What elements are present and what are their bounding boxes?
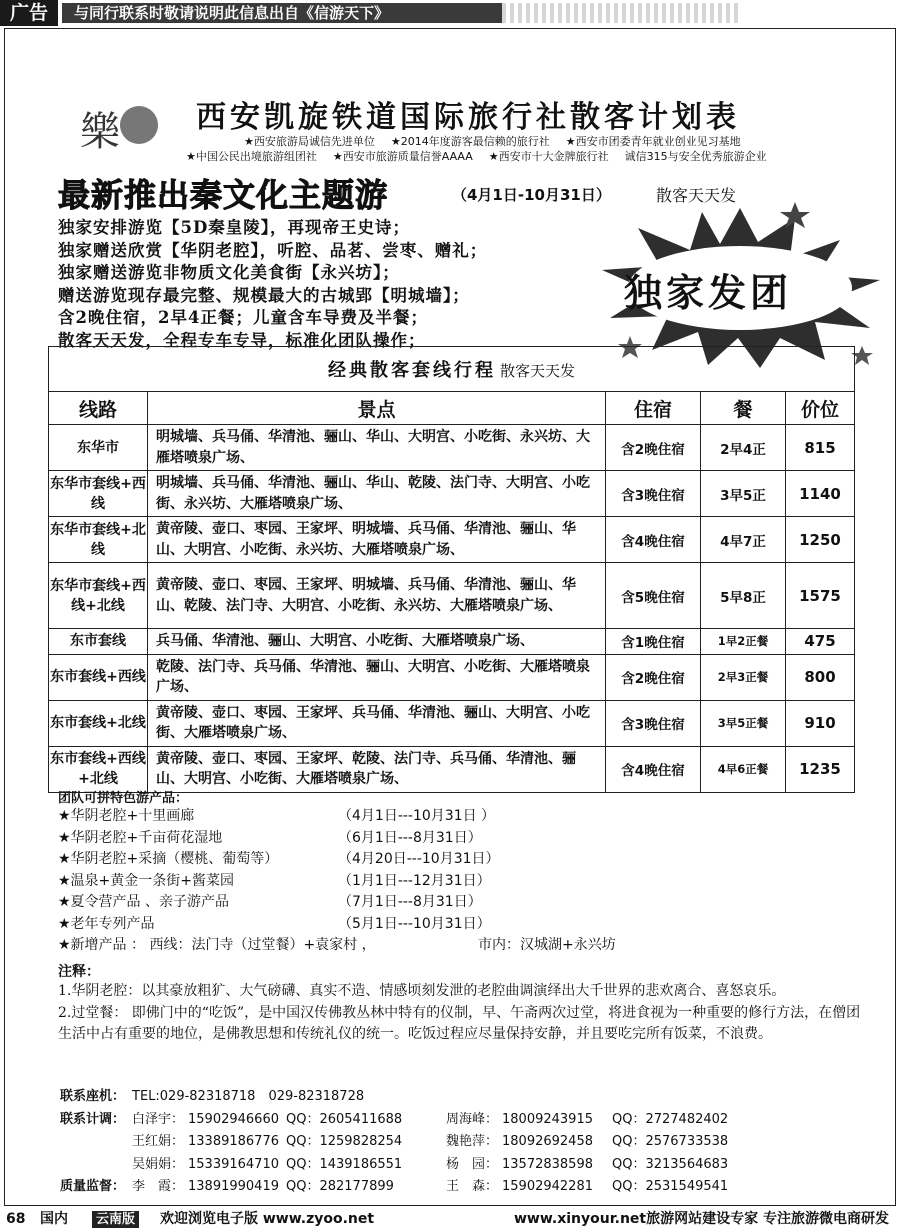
list-item	[58, 849, 858, 871]
promotion-item: 独家安排游览【5D秦皇陵】，再现帝王史诗；	[58, 218, 411, 237]
contact-qq: QQ：1439186551	[286, 1156, 403, 1172]
product-dates: （5月1日---10月31日）	[338, 915, 491, 932]
credential: 诚信315与安全优秀旅游企业	[624, 150, 767, 163]
theme-headline: 最新推出秦文化主题游	[58, 176, 389, 214]
route-cell: 东市套线	[49, 629, 148, 655]
contact-row	[60, 1154, 860, 1177]
price-cell: 910	[786, 700, 855, 746]
agency-logo	[80, 100, 160, 156]
product-name: ★老年专列产品	[58, 915, 155, 932]
contact-row	[60, 1176, 860, 1199]
contact-name: 吴娟娟：	[132, 1156, 185, 1172]
stay-cell: 含3晚住宿	[606, 471, 701, 517]
exclusive-badge: 独家发团	[624, 270, 793, 315]
contact-phone: 15902942281	[502, 1179, 593, 1194]
notes-body	[58, 981, 870, 1046]
price-cell: 815	[786, 425, 855, 471]
product-name: ★温泉+黄金一条街+酱菜园	[58, 872, 235, 889]
route-cell: 东市套线+北线	[49, 700, 148, 746]
credential: ★中国公民出境旅游组团社	[186, 150, 317, 163]
product-dates: （7月1日---8月31日）	[338, 894, 482, 910]
list-item	[58, 806, 858, 828]
contact-phone: 15902946660	[188, 1111, 279, 1127]
col-header-stay: 住宿	[606, 392, 701, 425]
stay-cell: 含1晚住宿	[606, 629, 701, 655]
promotion-item: 独家赠送游览非物质文化美食街【永兴坊】；	[58, 263, 400, 282]
spots-cell: 黄帝陵、壶口、枣园、王家坪、明城墙、兵马俑、华清池、骊山、华山、乾陵、法门寺、大明宫、小吃街、永兴坊、大雁塔喷泉广场、	[148, 563, 606, 629]
list-item	[58, 935, 858, 957]
section-label: 国内	[40, 1211, 68, 1227]
meal-cell: 4早7正	[701, 517, 786, 563]
stay-cell: 含2晚住宿	[606, 425, 701, 471]
promotion-list	[58, 217, 487, 352]
spots-cell: 黄帝陵、壶口、枣园、王家坪、明城墙、兵马俑、华清池、骊山、华山、大明宫、小吃街、永兴坊、大雁塔喷泉广场、	[148, 517, 606, 563]
product-name: ★夏令营产品 、亲子游产品	[58, 894, 230, 910]
table-row	[49, 629, 855, 655]
contact-qq: QQ：2605411688	[286, 1111, 403, 1127]
table-row	[49, 654, 855, 700]
meal-cell: 3早5正	[701, 471, 786, 517]
contact-name: 王 森：	[446, 1179, 499, 1194]
product-name: ★华阴老腔+十里画廊	[58, 808, 195, 824]
table-row	[49, 746, 855, 792]
product-name: ★新增产品 ： 西线：法门寺（过堂餐）+袁家村 ，	[58, 937, 376, 953]
stay-cell: 含4晚住宿	[606, 517, 701, 563]
route-cell: 东市套线+西线	[49, 654, 148, 700]
contacts-block	[60, 1086, 860, 1199]
product-name: ★华阴老腔+千亩荷花湿地	[58, 829, 223, 846]
route-cell: 东市套线+西线+北线	[49, 746, 148, 792]
meal-cell: 4早6正餐	[701, 746, 786, 792]
promotion-item: 赠送游览现存最完整、规模最大的古城郢【明城墙】；	[58, 285, 470, 305]
theme-note: 散客天天发	[656, 186, 737, 205]
contact-qq: QQ：2531549541	[612, 1179, 729, 1194]
price-cell: 475	[786, 629, 855, 655]
spots-cell: 黄帝陵、壶口、枣园、王家坪、乾陵、法门寺、兵马俑、华清池、骊山、大明宫、小吃街、大雁塔喷泉广场、	[148, 746, 606, 792]
spots-cell: 明城墙、兵马俑、华清池、骊山、华山、大明宫、小吃街、永兴坊、大雁塔喷泉广场、	[148, 425, 606, 471]
promotion-item: 含2晚住宿，2早4正餐；儿童含车导费及半餐；	[58, 308, 428, 327]
table-row	[49, 700, 855, 746]
source-notice: 与同行联系时敬请说明此信息出自《信游天下》	[62, 3, 502, 23]
product-dates: （4月1日---10月31日 ）	[338, 808, 496, 824]
promotion-item: 散客天天发，全程专车专导，标准化团队操作；	[58, 330, 426, 350]
credential: ★2014年度游客最信赖的旅行社	[390, 135, 550, 148]
note-item: 2.过堂餐： 即佛门中的“吃饭”，是中国汉传佛教丛林中特有的仪制，早、午斋两次过堂，将进食视为一种重要的修行方法，在僧团生活中占有重要的地位，是佛教思想和传统礼仪的统一。吃饭过程应尽量保持安静，并且要吃完所有饭菜，不浪费。	[58, 1004, 861, 1042]
list-item	[58, 871, 858, 893]
table-caption-row	[49, 347, 855, 392]
credential: ★西安旅游局诚信先进单位	[244, 135, 375, 148]
route-cell: 东华市套线+西线+北线	[49, 563, 148, 629]
spots-cell: 兵马俑、华清池、骊山、大明宫、小吃街、大雁塔喷泉广场、	[148, 629, 606, 655]
col-header-meal: 餐	[701, 392, 786, 425]
contact-phone: 18092692458	[502, 1134, 593, 1149]
list-item	[58, 828, 858, 850]
col-header-route: 线路	[49, 392, 148, 425]
contact-name: 魏艳萍：	[446, 1134, 499, 1149]
itinerary-table	[48, 346, 855, 793]
checker-pattern	[502, 3, 742, 23]
contact-qq: QQ：3213564683	[612, 1156, 729, 1172]
contact-phone: 13891990419	[188, 1179, 279, 1194]
contact-phone: 15339164710	[188, 1156, 279, 1172]
table-row	[49, 471, 855, 517]
contact-name: 白泽宇：	[132, 1111, 185, 1127]
contact-phone: 18009243915	[502, 1111, 593, 1127]
spots-cell: 乾陵、法门寺、兵马俑、华清池、骊山、大明宫、小吃街、大雁塔喷泉广场、	[148, 654, 606, 700]
contact-name: 周海峰：	[446, 1111, 499, 1127]
product-extra: 市内：汉城湖+永兴坊	[478, 937, 616, 953]
contact-row	[60, 1109, 860, 1132]
logo-badge	[120, 106, 158, 144]
price-cell: 1235	[786, 746, 855, 792]
credentials	[186, 134, 836, 164]
list-item	[58, 892, 858, 914]
meal-cell: 1早2正餐	[701, 629, 786, 655]
price-cell: 1140	[786, 471, 855, 517]
logo-char: 樂	[80, 109, 120, 155]
page-number: 68	[6, 1211, 26, 1227]
credential: ★西安市团委青年就业创业见习基地	[565, 135, 741, 148]
edition-badge: 云南版	[92, 1211, 139, 1228]
contact-name: 杨 园：	[446, 1156, 499, 1172]
table-caption	[49, 347, 855, 392]
meal-cell: 2早4正	[701, 425, 786, 471]
table-row	[49, 517, 855, 563]
contact-qq: QQ：2727482402	[612, 1111, 729, 1127]
product-name: ★华阴老腔+采摘（樱桃、葡萄等）	[58, 851, 279, 867]
col-header-price: 价位	[786, 392, 855, 425]
price-cell: 800	[786, 654, 855, 700]
contact-name: 李 霞：	[132, 1179, 185, 1194]
contact-row	[60, 1131, 860, 1154]
group-products-list	[58, 806, 858, 957]
landline-label: 联系座机：	[60, 1089, 126, 1104]
stay-cell: 含2晚住宿	[606, 654, 701, 700]
note-item: 1.华阴老腔：以其豪放粗犷、大气磅礴、真实不造、情感顷刻发泄的老腔曲调演绎出大千世界的悲欢离合、喜怒哀乐。	[58, 983, 786, 999]
table-header-row	[49, 392, 855, 425]
spots-cell: 明城墙、兵马俑、华清池、骊山、华山、乾陵、法门寺、大明宫、小吃街、永兴坊、大雁塔喷泉广场、	[148, 471, 606, 517]
planner-label: 联系计调：	[60, 1111, 126, 1127]
contact-row	[60, 1086, 860, 1109]
notes-title: 注释：	[58, 964, 100, 980]
promotion-item: 独家赠送欣赏【华阴老腔】，听腔、品茗、尝枣、赠礼；	[58, 240, 488, 260]
table-caption-sub: 散客天天发	[499, 362, 575, 380]
theme-dates: （4月1日-10月31日）	[452, 186, 611, 204]
table-row	[49, 425, 855, 471]
credentials-line-2	[186, 149, 836, 164]
stay-cell: 含3晚住宿	[606, 700, 701, 746]
contact-qq: QQ：2576733538	[612, 1134, 729, 1149]
stay-cell: 含5晚住宿	[606, 563, 701, 629]
table-caption-main: 经典散客套线行程	[327, 360, 496, 381]
list-item	[58, 914, 858, 936]
credentials-line-1	[186, 134, 836, 149]
table-row	[49, 563, 855, 629]
route-cell: 东华市套线+北线	[49, 517, 148, 563]
contact-name: 王红娟：	[132, 1134, 185, 1149]
footer-welcome: 欢迎浏览电子版 www.zyoo.net	[160, 1211, 375, 1227]
contact-qq: QQ：282177899	[286, 1179, 394, 1194]
price-cell: 1250	[786, 517, 855, 563]
product-dates: （1月1日---12月31日）	[338, 872, 491, 889]
meal-cell: 3早5正餐	[701, 700, 786, 746]
route-cell: 东华市套线+西线	[49, 471, 148, 517]
landline-number: TEL:029-82318718 029-82318728	[132, 1089, 365, 1104]
route-cell: 东华市	[49, 425, 148, 471]
spots-cell: 黄帝陵、壶口、枣园、王家坪、兵马俑、华清池、骊山、大明宫、小吃街、大雁塔喷泉广场、	[148, 700, 606, 746]
credential: ★西安市十大金牌旅行社	[488, 150, 609, 163]
col-header-spots: 景点	[148, 392, 606, 425]
meal-cell: 2早3正餐	[701, 654, 786, 700]
ad-label: 广告	[0, 0, 58, 26]
contact-qq: QQ：1259828254	[286, 1134, 403, 1149]
stay-cell: 含4晚住宿	[606, 746, 701, 792]
group-products-title: 团队可拼特色游产品：	[58, 791, 189, 806]
contact-phone: 13572838598	[502, 1156, 593, 1172]
meal-cell: 5早8正	[701, 563, 786, 629]
page-title: 西安凯旋铁道国际旅行社散客计划表	[196, 100, 740, 135]
supervisor-label: 质量监督：	[60, 1179, 126, 1194]
credential: ★西安市旅游质量信誉AAAA	[332, 150, 473, 163]
top-header	[0, 0, 900, 26]
product-dates: （6月1日---8月31日）	[338, 829, 482, 846]
product-dates: （4月20日---10月31日）	[338, 851, 500, 867]
price-cell: 1575	[786, 563, 855, 629]
contact-phone: 13389186776	[188, 1134, 279, 1149]
page-footer	[0, 1208, 900, 1230]
footer-credit: www.xinyour.net旅游网站建设专家 专注旅游微电商研发	[514, 1211, 889, 1227]
